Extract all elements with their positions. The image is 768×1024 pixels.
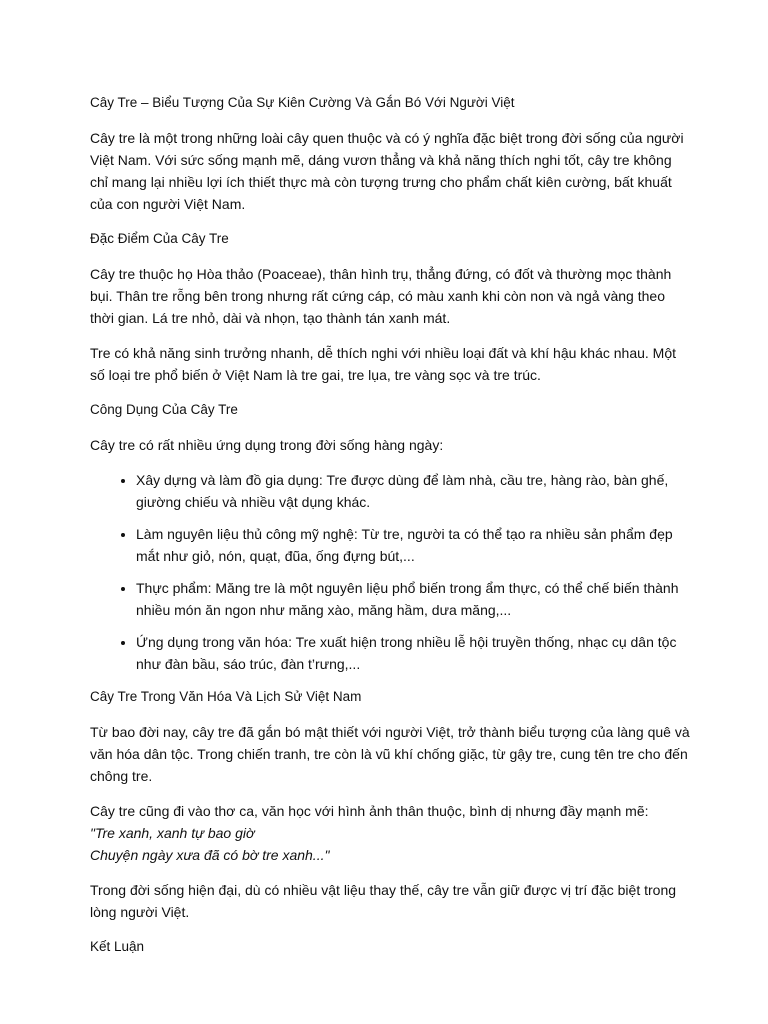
intro-paragraph: Cây tre là một trong những loài cây quen thuộc và có ý nghĩa đặc biệt trong đời sống của người Việt Nam. Với sức sống mạnh mẽ, dáng vươn thẳng và khả năng thích nghi tốt, cây tre không chỉ mang lại nhiều lợi ích thiết thực mà còn tượng trưng cho phẩm chất kiên cường, bất khuất của con người Việt Nam.: [90, 130, 684, 212]
culture-paragraph-2: [90, 800, 690, 866]
list-item: • Xây dựng và làm đồ gia dụng: Tre được dùng để làm nhà, cầu tre, hàng rào, bàn ghế, giường chiếu và nhiều vật dụng khác.: [136, 469, 690, 513]
poetry-intro-text: Cây tre cũng đi vào thơ ca, văn học với hình ảnh thân thuộc, bình dị nhưng đầy mạnh mẽ:: [90, 803, 649, 819]
culture-paragraph-3: Trong đời sống hiện đại, dù có nhiều vật liệu thay thế, cây tre vẫn giữ được vị trí đặc biệt trong lòng người Việt.: [90, 882, 677, 920]
list-item: • Làm nguyên liệu thủ công mỹ nghệ: Từ tre, người ta có thể tạo ra nhiều sản phẩm đẹp mắt như giỏ, nón, quạt, đũa, ống đựng bút,...: [136, 523, 690, 567]
section-heading-uses: Công Dụng Của Cây Tre: [90, 402, 238, 417]
document-body: [90, 92, 690, 971]
uses-lead-paragraph: Cây tre có rất nhiều ứng dụng trong đời sống hàng ngày:: [90, 437, 444, 453]
characteristics-paragraph-1: Cây tre thuộc họ Hòa thảo (Poaceae), thân hình trụ, thẳng đứng, có đốt và thường mọc thành bụi. Thân tre rỗng bên trong nhưng rất cứng cáp, có màu xanh khi còn non và ngả vàng theo thời gian. Lá tre nhỏ, dài và nhọn, tạo thành tán xanh mát.: [90, 266, 672, 326]
poem-line-1: "Tre xanh, xanh tự bao giờ: [90, 825, 255, 841]
culture-paragraph-1: Từ bao đời nay, cây tre đã gắn bó mật thiết với người Việt, trở thành biểu tượng của làng quê và văn hóa dân tộc. Trong chiến tranh, tre còn là vũ khí chống giặc, từ gậy tre, cung tên tre cho đến chông tre.: [90, 724, 690, 784]
list-item: • Thực phẩm: Măng tre là một nguyên liệu phổ biến trong ẩm thực, có thể chế biến thành nhiều món ăn ngon như măng xào, măng hầm, dưa măng,...: [136, 577, 690, 621]
section-heading-culture-history: Cây Tre Trong Văn Hóa Và Lịch Sử Việt Nam: [90, 689, 362, 704]
characteristics-paragraph-2: Tre có khả năng sinh trưởng nhanh, dễ thích nghi với nhiều loại đất và khí hậu khác nhau. Một số loại tre phổ biến ở Việt Nam là tre gai, tre lụa, tre vàng sọc và tre trúc.: [90, 345, 677, 383]
document-title: Cây Tre – Biểu Tượng Của Sự Kiên Cường Và Gắn Bó Với Người Việt: [90, 95, 515, 110]
poem-line-2: Chuyện ngày xưa đã có bờ tre xanh...": [90, 847, 330, 863]
uses-list: [90, 469, 690, 675]
list-item: • Ứng dụng trong văn hóa: Tre xuất hiện trong nhiều lễ hội truyền thống, nhạc cụ dân tộc như đàn bầu, sáo trúc, đàn t’rưng,...: [136, 631, 690, 675]
section-heading-conclusion: Kết Luận: [90, 939, 145, 954]
section-heading-characteristics: Đặc Điểm Của Cây Tre: [90, 231, 229, 246]
